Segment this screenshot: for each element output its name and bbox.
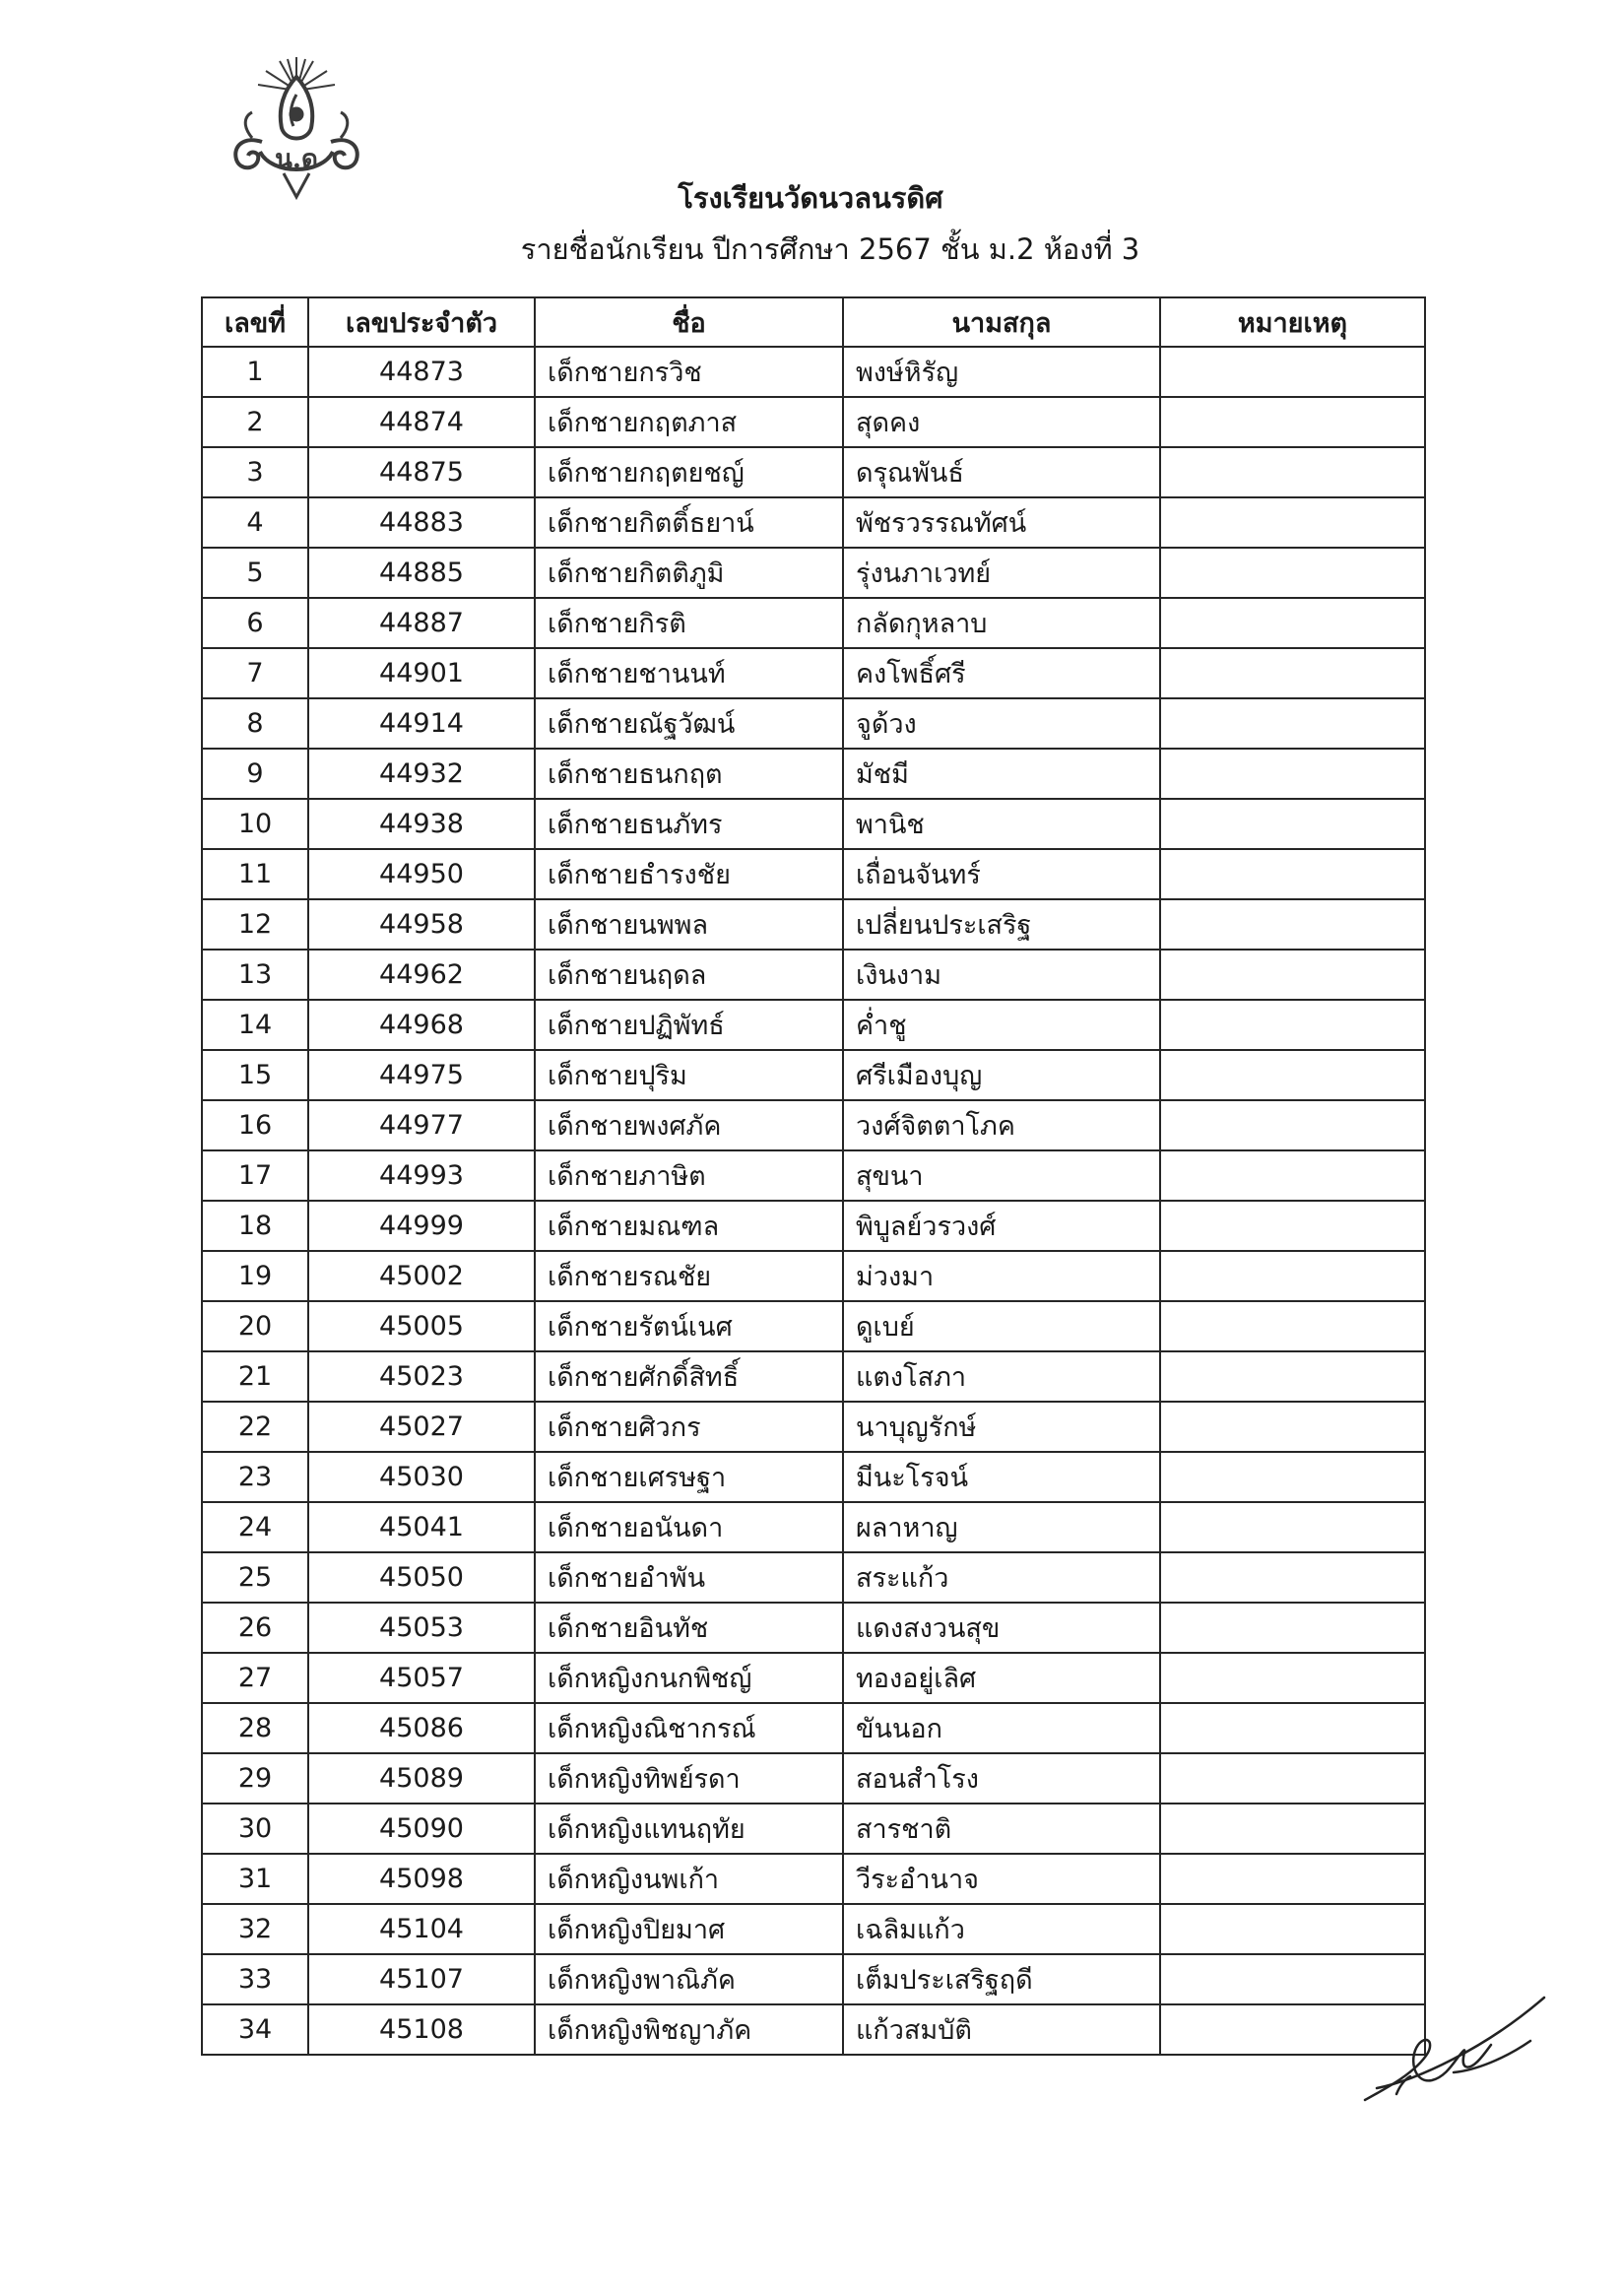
cell-student-id: 44938 xyxy=(308,799,535,849)
cell-first-name: เด็กชายศิวกร xyxy=(535,1402,843,1452)
cell-student-id: 44875 xyxy=(308,447,535,497)
cell-first-name: เด็กชายพงศภัค xyxy=(535,1100,843,1150)
cell-remarks xyxy=(1160,950,1425,1000)
cell-remarks xyxy=(1160,1201,1425,1251)
cell-student-id: 45090 xyxy=(308,1804,535,1854)
cell-number: 34 xyxy=(202,2004,308,2055)
table-row xyxy=(202,1150,1425,1201)
cell-surname: มัชมี xyxy=(843,749,1160,799)
cell-first-name: เด็กชายรณชัย xyxy=(535,1251,843,1301)
cell-student-id: 45086 xyxy=(308,1703,535,1753)
cell-remarks xyxy=(1160,1000,1425,1050)
cell-surname: สารชาติ xyxy=(843,1804,1160,1854)
cell-surname: ทองอยู่เลิศ xyxy=(843,1653,1160,1703)
cell-number: 5 xyxy=(202,548,308,598)
cell-number: 1 xyxy=(202,347,308,397)
cell-student-id: 45005 xyxy=(308,1301,535,1351)
cell-number: 9 xyxy=(202,749,308,799)
cell-remarks xyxy=(1160,497,1425,548)
cell-number: 24 xyxy=(202,1502,308,1552)
cell-student-id: 45108 xyxy=(308,2004,535,2055)
cell-student-id: 45053 xyxy=(308,1603,535,1653)
table-row xyxy=(202,1753,1425,1804)
cell-remarks xyxy=(1160,1703,1425,1753)
cell-remarks xyxy=(1160,1351,1425,1402)
cell-first-name: เด็กชายกิตติ์ธยาน์ xyxy=(535,497,843,548)
cell-remarks xyxy=(1160,397,1425,447)
cell-student-id: 44999 xyxy=(308,1201,535,1251)
cell-first-name: เด็กชายกิตติภูมิ xyxy=(535,548,843,598)
col-header-surname: นามสกุล xyxy=(843,297,1160,347)
table-row xyxy=(202,1100,1425,1150)
cell-remarks xyxy=(1160,1150,1425,1201)
cell-surname: เงินงาม xyxy=(843,950,1160,1000)
cell-remarks xyxy=(1160,1050,1425,1100)
table-row xyxy=(202,1502,1425,1552)
cell-number: 31 xyxy=(202,1854,308,1904)
cell-remarks xyxy=(1160,749,1425,799)
cell-remarks xyxy=(1160,1753,1425,1804)
table-row xyxy=(202,1050,1425,1100)
cell-number: 13 xyxy=(202,950,308,1000)
cell-surname: แตงโสภา xyxy=(843,1351,1160,1402)
cell-surname: นาบุญรักษ์ xyxy=(843,1402,1160,1452)
cell-remarks xyxy=(1160,1251,1425,1301)
cell-number: 6 xyxy=(202,598,308,648)
cell-remarks xyxy=(1160,347,1425,397)
cell-first-name: เด็กชายชานนท์ xyxy=(535,648,843,698)
cell-student-id: 45098 xyxy=(308,1854,535,1904)
col-header-first-name: ชื่อ xyxy=(535,297,843,347)
cell-number: 12 xyxy=(202,899,308,950)
cell-remarks xyxy=(1160,1100,1425,1150)
table-row xyxy=(202,1452,1425,1502)
cell-first-name: เด็กชายธนกฤต xyxy=(535,749,843,799)
cell-surname: พิบูลย์วรวงศ์ xyxy=(843,1201,1160,1251)
cell-surname: ดูเบย์ xyxy=(843,1301,1160,1351)
school-name: โรงเรียนวัดนวลนรดิศ xyxy=(678,181,943,215)
cell-student-id: 45107 xyxy=(308,1954,535,2004)
table-row xyxy=(202,1904,1425,1954)
cell-remarks xyxy=(1160,548,1425,598)
cell-remarks xyxy=(1160,1301,1425,1351)
col-header-student-id: เลขประจำตัว xyxy=(308,297,535,347)
cell-first-name: เด็กชายมณฑล xyxy=(535,1201,843,1251)
cell-first-name: เด็กหญิงพิชญาภัค xyxy=(535,2004,843,2055)
cell-first-name: เด็กชายณัฐวัฒน์ xyxy=(535,698,843,749)
cell-remarks xyxy=(1160,799,1425,849)
cell-number: 3 xyxy=(202,447,308,497)
cell-first-name: เด็กหญิงทิพย์รดา xyxy=(535,1753,843,1804)
table-row xyxy=(202,1301,1425,1351)
table-row xyxy=(202,1703,1425,1753)
cell-first-name: เด็กชายอำพัน xyxy=(535,1552,843,1603)
cell-student-id: 44962 xyxy=(308,950,535,1000)
cell-student-id: 44883 xyxy=(308,497,535,548)
table-row xyxy=(202,1201,1425,1251)
cell-surname: ศรีเมืองบุญ xyxy=(843,1050,1160,1100)
cell-surname: เปลี่ยนประเสริฐ xyxy=(843,899,1160,950)
table-row xyxy=(202,799,1425,849)
cell-surname: สอนสำโรง xyxy=(843,1753,1160,1804)
cell-number: 16 xyxy=(202,1100,308,1150)
cell-remarks xyxy=(1160,598,1425,648)
table-row xyxy=(202,1000,1425,1050)
cell-number: 7 xyxy=(202,648,308,698)
cell-number: 29 xyxy=(202,1753,308,1804)
cell-surname: ค่ำชู xyxy=(843,1000,1160,1050)
cell-surname: เถื่อนจันทร์ xyxy=(843,849,1160,899)
cell-remarks xyxy=(1160,1854,1425,1904)
cell-student-id: 44993 xyxy=(308,1150,535,1201)
cell-remarks xyxy=(1160,1653,1425,1703)
table-row xyxy=(202,1804,1425,1854)
cell-first-name: เด็กหญิงปิยมาศ xyxy=(535,1904,843,1954)
cell-first-name: เด็กชายปฏิพัทธ์ xyxy=(535,1000,843,1050)
cell-remarks xyxy=(1160,1452,1425,1502)
table-row xyxy=(202,698,1425,749)
cell-number: 25 xyxy=(202,1552,308,1603)
cell-remarks xyxy=(1160,1502,1425,1552)
cell-number: 4 xyxy=(202,497,308,548)
signature-icon xyxy=(1357,1990,1550,2108)
cell-surname: วีระอำนาจ xyxy=(843,1854,1160,1904)
list-subtitle: รายชื่อนักเรียน ปีการศึกษา 2567 ชั้น ม.2 ห้องที่ 3 xyxy=(520,232,1140,266)
cell-remarks xyxy=(1160,1552,1425,1603)
cell-student-id: 44874 xyxy=(308,397,535,447)
table-row xyxy=(202,1402,1425,1452)
cell-first-name: เด็กชายเศรษฐา xyxy=(535,1452,843,1502)
cell-first-name: เด็กชายนฤดล xyxy=(535,950,843,1000)
cell-first-name: เด็กชายศักดิ์สิทธิ์ xyxy=(535,1351,843,1402)
cell-number: 2 xyxy=(202,397,308,447)
cell-number: 27 xyxy=(202,1653,308,1703)
cell-number: 20 xyxy=(202,1301,308,1351)
cell-student-id: 44950 xyxy=(308,849,535,899)
cell-surname: พัชรวรรณทัศน์ xyxy=(843,497,1160,548)
cell-student-id: 45104 xyxy=(308,1904,535,1954)
cell-student-id: 44873 xyxy=(308,347,535,397)
table-row xyxy=(202,1954,1425,2004)
cell-surname: พานิช xyxy=(843,799,1160,849)
cell-number: 18 xyxy=(202,1201,308,1251)
cell-remarks xyxy=(1160,1603,1425,1653)
cell-student-id: 44914 xyxy=(308,698,535,749)
cell-surname: สระแก้ว xyxy=(843,1552,1160,1603)
cell-surname: แดงสงวนสุข xyxy=(843,1603,1160,1653)
cell-remarks xyxy=(1160,447,1425,497)
cell-first-name: เด็กชายธนภัทร xyxy=(535,799,843,849)
cell-number: 30 xyxy=(202,1804,308,1854)
cell-first-name: เด็กชายธำรงชัย xyxy=(535,849,843,899)
col-header-number: เลขที่ xyxy=(202,297,308,347)
table-row xyxy=(202,598,1425,648)
cell-surname: แก้วสมบัติ xyxy=(843,2004,1160,2055)
cell-surname: พงษ์หิรัญ xyxy=(843,347,1160,397)
col-header-remarks: หมายเหตุ xyxy=(1160,297,1425,347)
cell-remarks xyxy=(1160,648,1425,698)
cell-surname: เฉลิมแก้ว xyxy=(843,1904,1160,1954)
cell-number: 8 xyxy=(202,698,308,749)
cell-first-name: เด็กชายภาษิต xyxy=(535,1150,843,1201)
cell-number: 11 xyxy=(202,849,308,899)
cell-surname: มีนะโรจน์ xyxy=(843,1452,1160,1502)
cell-student-id: 44901 xyxy=(308,648,535,698)
cell-first-name: เด็กชายนพพล xyxy=(535,899,843,950)
cell-surname: ดรุณพันธ์ xyxy=(843,447,1160,497)
cell-remarks xyxy=(1160,1402,1425,1452)
cell-number: 15 xyxy=(202,1050,308,1100)
cell-first-name: เด็กชายรัตน์เนศ xyxy=(535,1301,843,1351)
cell-first-name: เด็กชายกิรติ xyxy=(535,598,843,648)
cell-number: 23 xyxy=(202,1452,308,1502)
cell-student-id: 44932 xyxy=(308,749,535,799)
cell-number: 28 xyxy=(202,1703,308,1753)
table-row xyxy=(202,397,1425,447)
emblem-text: น.ด xyxy=(275,145,318,174)
cell-first-name: เด็กหญิงนพเก้า xyxy=(535,1854,843,1904)
cell-student-id: 44887 xyxy=(308,598,535,648)
cell-surname: สุดคง xyxy=(843,397,1160,447)
cell-remarks xyxy=(1160,1904,1425,1954)
table-row xyxy=(202,1603,1425,1653)
cell-remarks xyxy=(1160,698,1425,749)
cell-number: 10 xyxy=(202,799,308,849)
cell-first-name: เด็กชายอินทัช xyxy=(535,1603,843,1653)
table-row xyxy=(202,1653,1425,1703)
cell-student-id: 45050 xyxy=(308,1552,535,1603)
cell-student-id: 45027 xyxy=(308,1402,535,1452)
cell-first-name: เด็กชายอนันดา xyxy=(535,1502,843,1552)
cell-first-name: เด็กชายกฤตภาส xyxy=(535,397,843,447)
cell-first-name: เด็กหญิงณิชากรณ์ xyxy=(535,1703,843,1753)
table-row xyxy=(202,447,1425,497)
table-header-row xyxy=(202,297,1425,347)
cell-surname: ม่วงมา xyxy=(843,1251,1160,1301)
cell-remarks xyxy=(1160,1804,1425,1854)
cell-number: 21 xyxy=(202,1351,308,1402)
cell-number: 33 xyxy=(202,1954,308,2004)
cell-student-id: 45023 xyxy=(308,1351,535,1402)
table-row xyxy=(202,648,1425,698)
cell-first-name: เด็กชายกรวิช xyxy=(535,347,843,397)
table-row xyxy=(202,950,1425,1000)
cell-student-id: 44977 xyxy=(308,1100,535,1150)
cell-remarks xyxy=(1160,899,1425,950)
cell-student-id: 44968 xyxy=(308,1000,535,1050)
cell-student-id: 45089 xyxy=(308,1753,535,1804)
table-row xyxy=(202,548,1425,598)
cell-student-id: 45057 xyxy=(308,1653,535,1703)
cell-number: 22 xyxy=(202,1402,308,1452)
cell-surname: ขันนอก xyxy=(843,1703,1160,1753)
cell-student-id: 44975 xyxy=(308,1050,535,1100)
table-row xyxy=(202,347,1425,397)
cell-first-name: เด็กหญิงกนกพิชญ์ xyxy=(535,1653,843,1703)
table-row xyxy=(202,849,1425,899)
table-row xyxy=(202,1552,1425,1603)
cell-number: 19 xyxy=(202,1251,308,1301)
cell-student-id: 45002 xyxy=(308,1251,535,1301)
table-row xyxy=(202,749,1425,799)
table-row xyxy=(202,899,1425,950)
cell-number: 26 xyxy=(202,1603,308,1653)
cell-student-id: 45030 xyxy=(308,1452,535,1502)
cell-surname: คงโพธิ์ศรี xyxy=(843,648,1160,698)
cell-student-id: 44885 xyxy=(308,548,535,598)
table-row xyxy=(202,2004,1425,2055)
cell-surname: สุขนา xyxy=(843,1150,1160,1201)
cell-first-name: เด็กชายกฤตยชญ์ xyxy=(535,447,843,497)
cell-first-name: เด็กหญิงพาณิภัค xyxy=(535,1954,843,2004)
cell-student-id: 44958 xyxy=(308,899,535,950)
cell-number: 17 xyxy=(202,1150,308,1201)
cell-surname: เต็มประเสริฐฤดี xyxy=(843,1954,1160,2004)
cell-remarks xyxy=(1160,849,1425,899)
cell-first-name: เด็กหญิงแทนฤทัย xyxy=(535,1804,843,1854)
table-row xyxy=(202,1351,1425,1402)
cell-number: 14 xyxy=(202,1000,308,1050)
cell-student-id: 45041 xyxy=(308,1502,535,1552)
cell-first-name: เด็กชายปุริม xyxy=(535,1050,843,1100)
table-row xyxy=(202,497,1425,548)
cell-surname: จูด้วง xyxy=(843,698,1160,749)
cell-surname: วงศ์จิตตาโภค xyxy=(843,1100,1160,1150)
cell-surname: กลัดกุหลาบ xyxy=(843,598,1160,648)
table-body xyxy=(202,347,1425,2055)
cell-surname: ผลาหาญ xyxy=(843,1502,1160,1552)
student-table xyxy=(201,296,1426,2056)
cell-surname: รุ่งนภาเวทย์ xyxy=(843,548,1160,598)
table-row xyxy=(202,1251,1425,1301)
table-row xyxy=(202,1854,1425,1904)
cell-number: 32 xyxy=(202,1904,308,1954)
